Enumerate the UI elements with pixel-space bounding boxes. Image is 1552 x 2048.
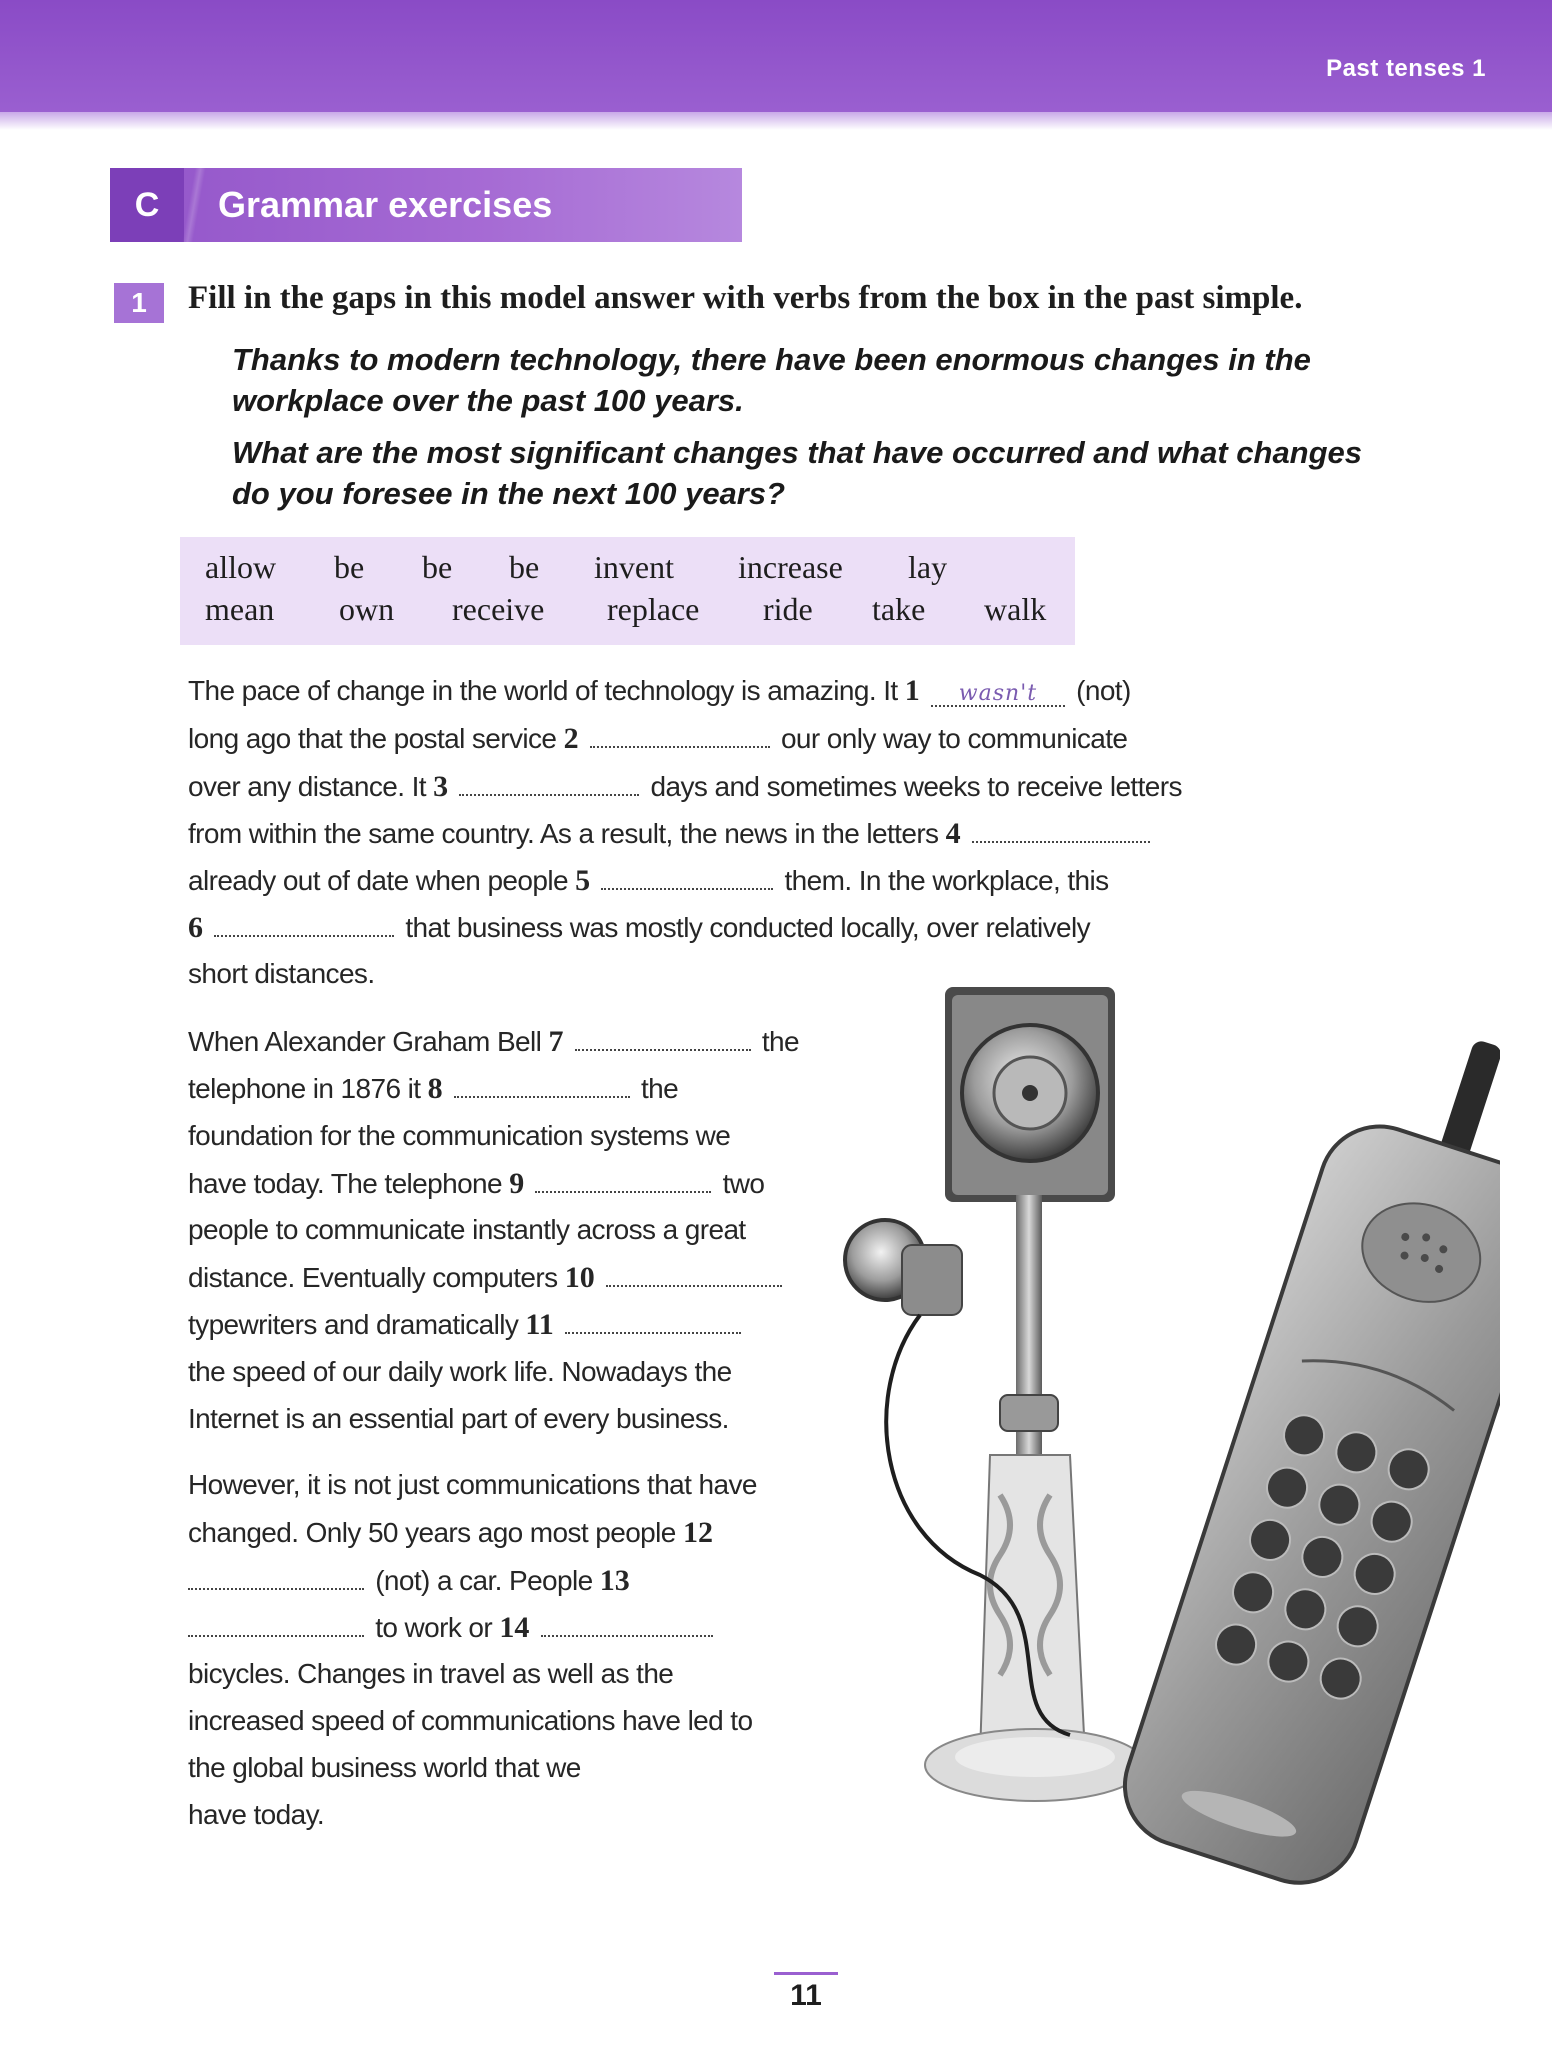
task-line: do you foresee in the next 100 years? [232, 476, 786, 511]
gap-8-blank[interactable] [454, 1095, 630, 1098]
gap-10-blank[interactable] [606, 1284, 782, 1287]
text-line: increased speed of communications have led to [188, 1705, 753, 1736]
gap-number: 4 [945, 817, 961, 850]
text-segment: our only way to communicate [780, 723, 1128, 754]
word-box-item: replace [607, 591, 700, 627]
gap-number: 10 [564, 1261, 595, 1294]
text-segment: two [722, 1168, 765, 1199]
word-box-item: mean [205, 591, 275, 627]
gap-9-blank[interactable] [535, 1190, 711, 1193]
gap-number: 5 [575, 864, 591, 897]
word-box-item: be [334, 549, 365, 585]
text-line: Internet is an essential part of every business. [188, 1403, 729, 1434]
gap-number: 2 [563, 722, 579, 755]
word-box-item: increase [738, 549, 843, 585]
gap-number: 7 [548, 1025, 564, 1058]
text-line [188, 674, 1131, 708]
text-segment: the [761, 1026, 799, 1057]
text-line [188, 1611, 717, 1645]
gap-7-blank[interactable] [575, 1048, 751, 1051]
word-box-item: receive [452, 591, 545, 627]
gap-3-blank[interactable] [459, 793, 639, 796]
text-segment: distance. Eventually computers [188, 1262, 558, 1293]
text-segment: typewriters and dramatically [188, 1309, 519, 1340]
text-segment: have today. The telephone [188, 1168, 503, 1199]
text-line [188, 1072, 678, 1106]
text-line [188, 864, 1109, 898]
text-line: foundation for the communication systems we [188, 1120, 731, 1151]
text-segment: already out of date when people [188, 865, 568, 896]
word-box-item: own [339, 591, 395, 627]
text-segment: from within the same country. As a result, the news in the letters [188, 818, 939, 849]
text-line: the speed of our daily work life. Nowadays the [188, 1356, 732, 1387]
word-box-item: invent [594, 549, 674, 585]
text-line [188, 1516, 713, 1550]
gap-4-blank[interactable] [972, 840, 1150, 843]
text-segment: the [641, 1073, 679, 1104]
page-number: 11 [774, 1972, 838, 2013]
text-line [188, 1167, 764, 1201]
text-segment: changed. Only 50 years ago most people [188, 1517, 676, 1548]
text-line [188, 1261, 786, 1295]
word-box-item: be [422, 549, 453, 585]
text-line: have today. [188, 1799, 325, 1830]
section-header [110, 168, 742, 242]
section-letter: C [110, 168, 184, 242]
gap-number: 1 [904, 674, 920, 707]
text-line: the global business world that we [188, 1752, 581, 1783]
text-segment: long ago that the postal service [188, 723, 557, 754]
task-line: Thanks to modern technology, there have been enormous changes in the [232, 342, 1311, 377]
task-prompt-statement [232, 339, 1432, 421]
text-line [188, 911, 1090, 945]
gap-number: 12 [682, 1516, 713, 1549]
text-line: However, it is not just communications that have [188, 1469, 757, 1500]
gap-11-blank[interactable] [565, 1331, 741, 1334]
text-line: bicycles. Changes in travel as well as the [188, 1658, 674, 1689]
word-box-item: take [872, 591, 926, 627]
gap-14-blank[interactable] [541, 1634, 713, 1637]
word-box-item: allow [205, 549, 277, 585]
candlestick-telephone [845, 987, 1145, 1801]
text-segment: When Alexander Graham Bell [188, 1026, 542, 1057]
gap-number: 3 [433, 770, 449, 803]
text-line [188, 817, 1154, 851]
gap-number: 9 [509, 1167, 525, 1200]
gap-number: 6 [188, 911, 203, 944]
word-box-item: walk [984, 591, 1047, 627]
text-line [188, 1025, 799, 1059]
gap-number: 8 [427, 1072, 443, 1105]
header-fade [0, 112, 1552, 130]
text-segment: over any distance. It [188, 771, 426, 802]
section-title: Grammar exercises [218, 184, 553, 225]
text-segment: that business was mostly conducted locally, over relatively [405, 912, 1091, 943]
telephone-illustration [840, 975, 1500, 1935]
gap-12-blank[interactable] [188, 1587, 364, 1590]
text-segment: them. In the workplace, this [784, 865, 1109, 896]
text-line: people to communicate instantly across a great [188, 1214, 746, 1245]
word-box-item: lay [908, 549, 948, 585]
header-bar [0, 0, 1552, 112]
text-segment: (not) [1076, 675, 1131, 706]
gap-6-blank[interactable] [214, 934, 394, 937]
exercise-instruction: Fill in the gaps in this model answer with verbs from the box in the past simple. [188, 280, 1303, 316]
text-segment: days and sometimes weeks to receive letters [650, 771, 1182, 802]
text-segment: The pace of change in the world of technology is amazing. It [188, 675, 898, 706]
text-line [188, 1564, 630, 1598]
gap-2-blank[interactable] [590, 745, 770, 748]
text-segment: telephone in 1876 it [188, 1073, 421, 1104]
gap-1-answer[interactable]: wasn't [931, 683, 1065, 707]
text-line [188, 1308, 745, 1342]
gap-5-blank[interactable] [601, 887, 773, 890]
gap-number: 14 [499, 1611, 530, 1644]
text-line: short distances. [188, 958, 375, 989]
running-head: Past tenses 1 [1326, 55, 1486, 82]
gap-13-blank[interactable] [188, 1634, 364, 1637]
word-box [180, 537, 1075, 645]
gap-number: 11 [525, 1308, 554, 1341]
word-box-item: ride [763, 591, 813, 627]
gap-number: 13 [599, 1564, 630, 1597]
word-box-item: be [509, 549, 540, 585]
text-segment: to work or [375, 1612, 493, 1643]
mobile-phone [1109, 1006, 1500, 1898]
exercise-number: 1 [114, 283, 164, 323]
text-line [188, 722, 1127, 756]
task-line: What are the most significant changes that have occurred and what changes [232, 435, 1363, 470]
task-prompt-question [232, 432, 1432, 514]
text-line [188, 770, 1182, 804]
task-line: workplace over the past 100 years. [232, 383, 744, 418]
section-divider [174, 168, 214, 242]
text-segment: (not) a car. People [375, 1565, 593, 1596]
